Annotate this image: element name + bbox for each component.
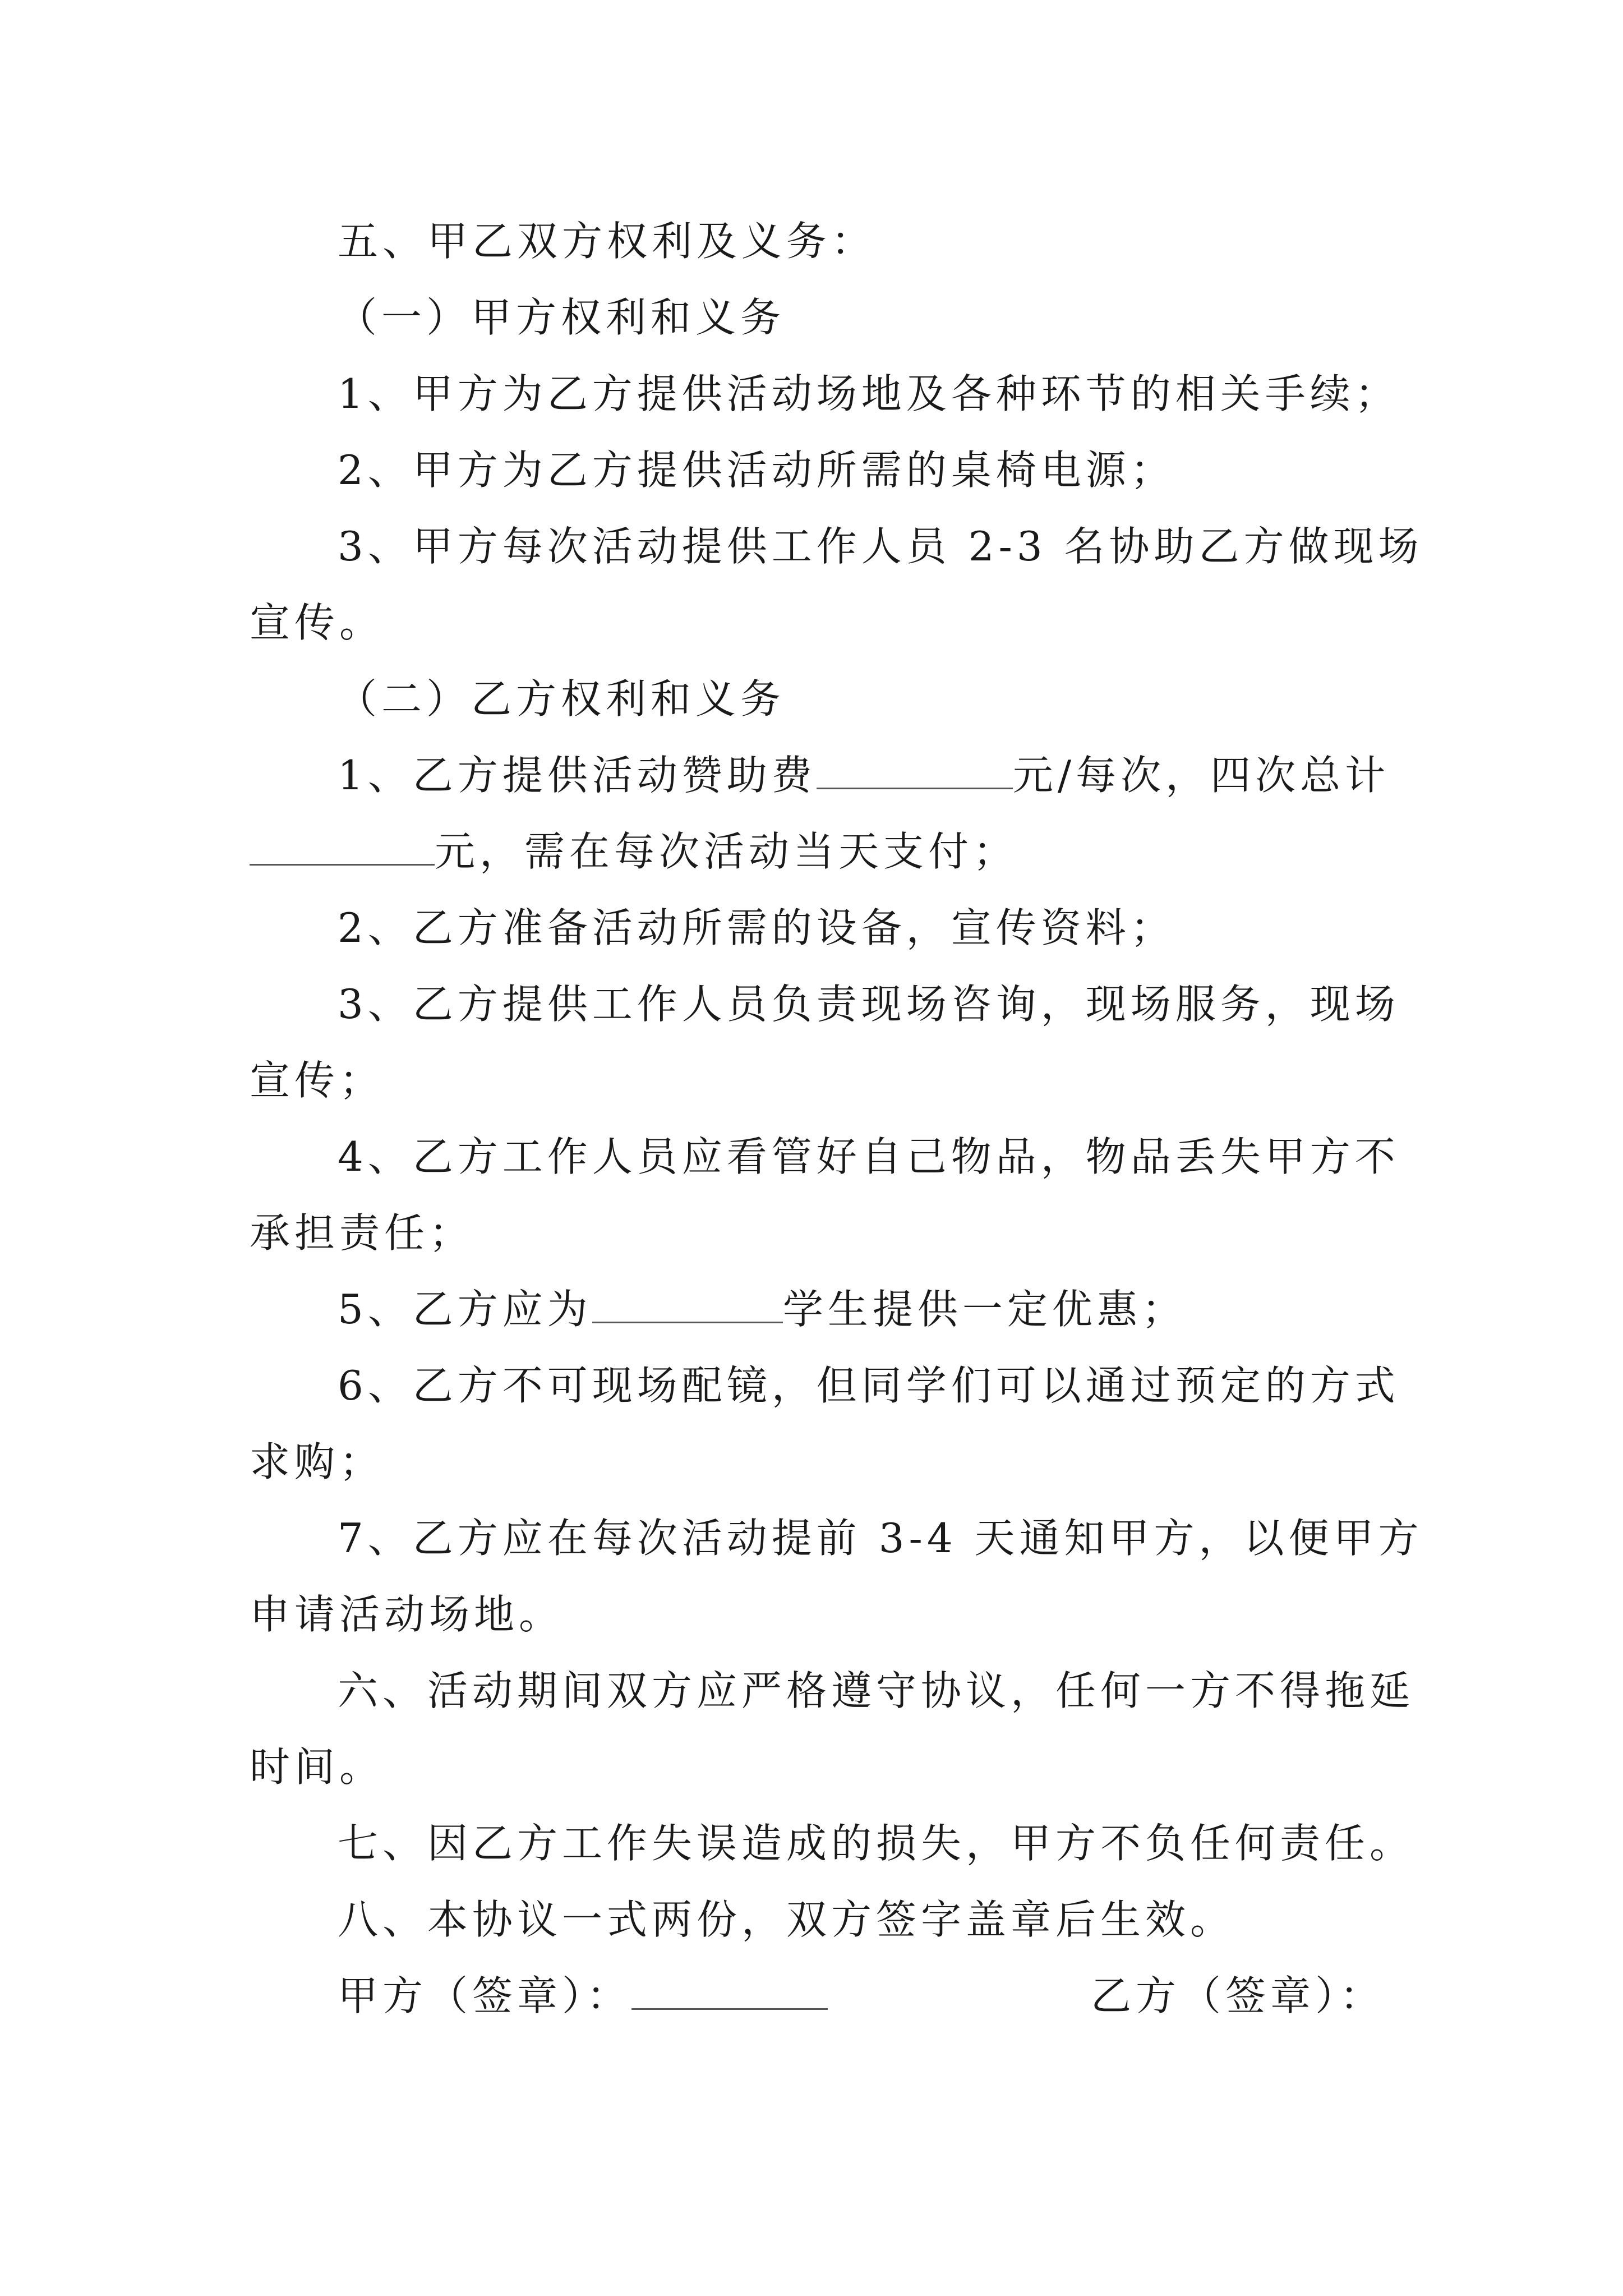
party-b-item-1 [338,747,1390,803]
party-b-item-1-continued [250,823,1018,880]
section-six-continued: 时间。 [250,1743,385,1791]
party-b-item-1-text-3: 元，需在每次活动当天支付； [435,828,1018,875]
party-b-item-1-text: 1、乙方提供活动赞助费 [338,752,817,799]
party-b-item-4: 4、乙方工作人员应看管好自己物品，物品丢失甲方不 [338,1133,1400,1180]
party-b-item-1-text-2: 元/每次，四次总计 [1012,752,1390,799]
party-b-signature [1091,1968,1385,2024]
party-b-item-7: 7、乙方应在每次活动提前 3-4 天通知甲方，以便甲方 [338,1515,1423,1562]
party-b-item-5-text: 5、乙方应为 [338,1286,592,1333]
subsection-party-b-heading: （二）乙方权利和义务 [336,675,786,723]
party-a-item-1: 1、甲方为乙方提供活动场地及各种环节的相关手续； [338,370,1400,417]
total-fee-blank[interactable] [250,831,435,866]
party-b-item-3-continued: 宣传； [250,1057,385,1104]
party-b-item-3: 3、乙方提供工作人员负责现场咨询，现场服务，现场 [338,981,1400,1028]
section-five-heading: 五、甲乙双方权利及义务： [338,218,877,265]
subsection-party-a-heading: （一）甲方权利和义务 [336,294,786,341]
party-a-signature [338,1968,828,2024]
party-a-item-3-continued: 宣传。 [250,599,385,646]
party-a-signature-label: 甲方（签章）： [338,1972,632,2019]
party-b-item-6: 6、乙方不可现场配镜，但同学们可以通过预定的方式 [338,1362,1400,1409]
party-b-item-4-continued: 承担责任； [250,1209,474,1257]
party-b-item-5-text-2: 学生提供一定优惠； [782,1286,1187,1333]
party-a-item-2: 2、甲方为乙方提供活动所需的桌椅电源； [338,447,1175,494]
party-a-signature-blank[interactable] [631,1976,828,2010]
party-b-item-2: 2、乙方准备活动所需的设备，宣传资料； [338,904,1175,951]
party-b-item-5 [338,1281,1187,1337]
school-name-blank[interactable] [592,1289,783,1323]
section-six: 六、活动期间双方应严格遵守协议，任何一方不得拖延 [338,1667,1415,1714]
party-b-signature-label: 乙方（签章）： [1091,1972,1385,2019]
party-b-item-6-continued: 求购； [250,1438,385,1485]
sponsorship-fee-blank[interactable] [817,755,1013,789]
section-eight: 八、本协议一式两份，双方签字盖章后生效。 [338,1896,1235,1943]
section-seven: 七、因乙方工作失误造成的损失，甲方不负任何责任。 [338,1820,1415,1867]
party-a-item-3: 3、甲方每次活动提供工作人员 2-3 名协助乙方做现场 [338,523,1423,570]
party-b-item-7-continued: 申请活动场地。 [250,1591,564,1638]
